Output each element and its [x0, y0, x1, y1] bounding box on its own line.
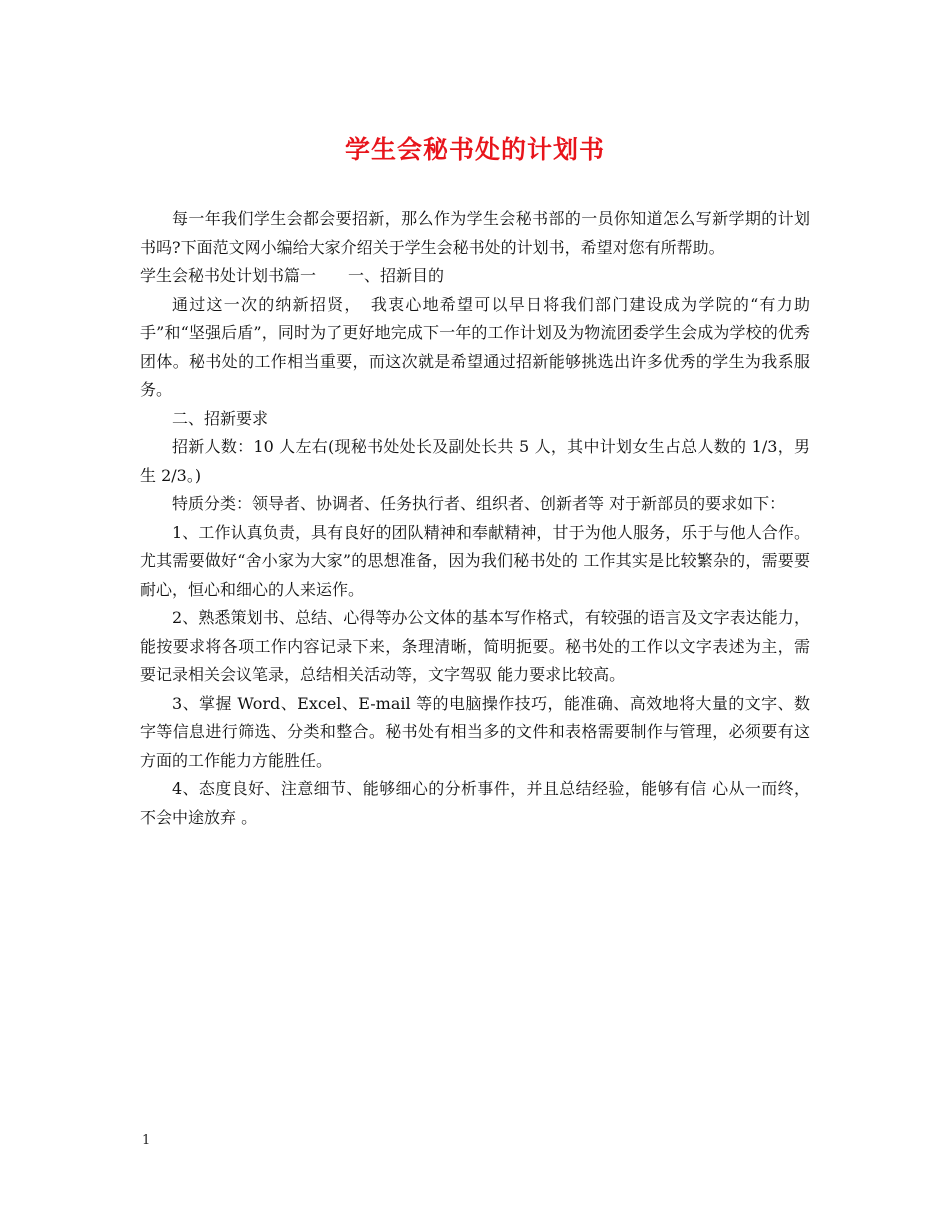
paragraph-requirement-2: 2、熟悉策划书、总结、心得等办公文体的基本写作格式，有较强的语言及文字表达能力，能按要求将各项工作内容记录下来，条理清晰，简明扼要。秘书处的工作以文字表述为主，需要记录相关会议笔录，总结相关活动等，文字驾驭 能力要求比较高。: [140, 608, 810, 684]
document-body: [140, 205, 810, 832]
paragraph-section-heading: 学生会秘书处计划书篇一 一、招新目的: [140, 266, 445, 285]
paragraph-requirements-heading: 二、招新要求: [172, 408, 269, 428]
paragraph-purpose: 通过这一次的纳新招贤， 我衷心地希望可以早日将我们部门建设成为学院的“有力助手”和“坚强后盾”，同时为了更好地完成下一年的工作计划及为物流团委学生会成为学校的优秀团体。秘书处的工作相当重要，而这次就是希望通过招新能够挑选出许多优秀的学生为我系服务。: [140, 294, 810, 399]
paragraph-requirement-1: 1、工作认真负责，具有良好的团队精神和奉献精神，甘于为他人服务，乐于与他人合作。尤其需要做好“舍小家为大家”的思想准备，因为我们秘书处的 工作其实是比较繁杂的，需要要耐心，恒心和细心的人来运作。: [140, 522, 810, 599]
paragraph-recruit-count: 招新人数：10 人左右(现秘书处处长及副处长共 5 人，其中计划女生占总人数的 1/3，男生 2/3。): [140, 437, 810, 485]
document-title: 学生会秘书处的计划书: [344, 135, 605, 164]
paragraph-requirement-3: 3、掌握 Word、Excel、E-mail 等的电脑操作技巧，能准确、高效地将大量的文字、数字等信息进行筛选、分类和整合。秘书处有相当多的文件和表格需要制作与管理，必须要有这方面的工作能力方能胜任。: [140, 693, 810, 770]
page-number: 1: [142, 1133, 151, 1148]
paragraph-requirement-4: 4、态度良好、注意细节、能够细心的分析事件，并且总结经验，能够有信 心从一而终，不会中途放弃 。: [140, 779, 810, 827]
paragraph-intro: 每一年我们学生会都会要招新，那么作为学生会秘书部的一员你知道怎么写新学期的计划书吗?下面范文网小编给大家介绍关于学生会秘书处的计划书，希望对您有所帮助。: [140, 209, 810, 257]
paragraph-trait-types: 特质分类：领导者、协调者、任务执行者、组织者、创新者等 对于新部员的要求如下：: [172, 494, 786, 513]
